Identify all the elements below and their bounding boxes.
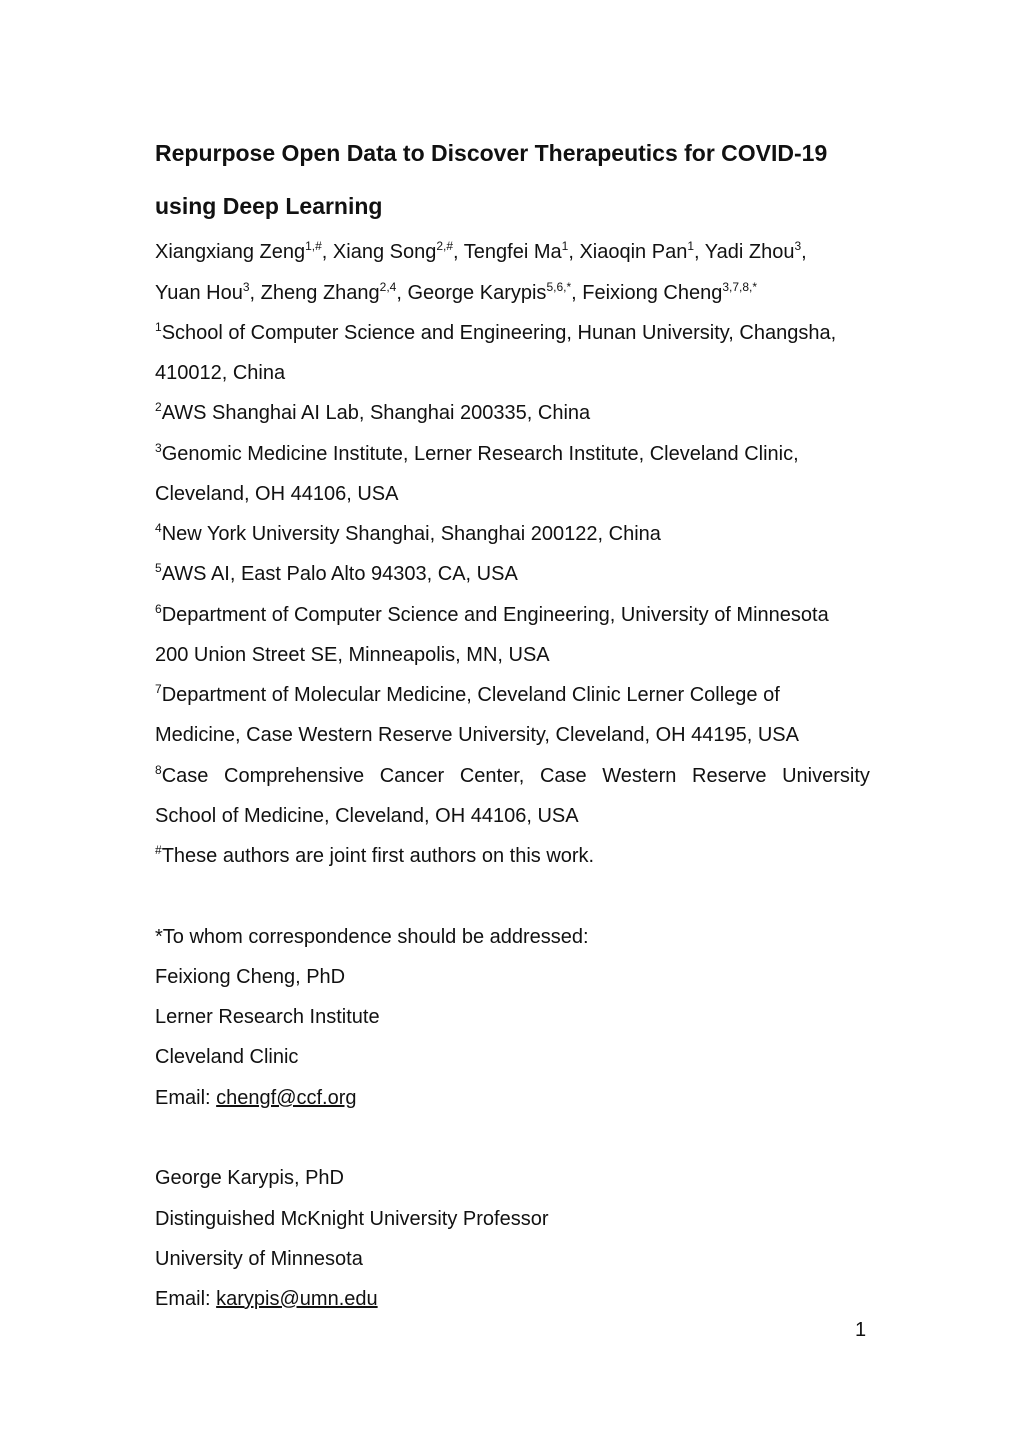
author-affil: 2,#	[436, 239, 454, 253]
contact-2-email-line	[155, 1287, 378, 1311]
author-affil: 2,4	[379, 280, 397, 294]
contact-1-email-link[interactable]: chengf@ccf.org	[216, 1087, 357, 1109]
affiliation-number: 2	[155, 400, 162, 414]
email-label: Email:	[155, 1087, 211, 1109]
author-affil: 3,7,8,*	[722, 280, 758, 294]
author-affil: 1,#	[305, 239, 322, 253]
affiliation-3	[155, 442, 799, 466]
affiliation-text: Department of Molecular Medicine, Cleveland Clinic Lerner College of	[161, 684, 780, 706]
affiliation-word: Case	[539, 765, 587, 787]
affiliation-6	[155, 603, 829, 627]
contact-2-title: Distinguished McKnight University Professor	[155, 1208, 549, 1230]
affiliation-number: 1	[155, 320, 162, 334]
affiliation-number: 5	[155, 561, 162, 575]
contact-1-name: Feixiong Cheng, PhD	[155, 966, 346, 988]
author-name: Yadi Zhou	[704, 241, 795, 263]
joint-note-text: These authors are joint first authors on this work.	[161, 845, 595, 867]
affiliation-number: 7	[155, 682, 162, 696]
affiliation-3-cont: Cleveland, OH 44106, USA	[155, 483, 399, 505]
affiliation-1	[155, 321, 836, 345]
author-affil: 5,6,*	[546, 280, 572, 294]
paper-title-line-1: Repurpose Open Data to Discover Therapeutics for COVID-19	[155, 140, 828, 166]
author-affil: 1	[561, 239, 569, 253]
affiliation-text: AWS Shanghai AI Lab, Shanghai 200335, China	[161, 402, 591, 424]
author-list-line-1: Xiangxiang Zeng$^{1,\#}$, Xiang Song$^{2,\#}$, Tengfei Ma$^1$, Xiaoqin Pan$^1$, Yadi Zhou$^3$,	[155, 239, 807, 263]
author-name: Feixiong Cheng	[582, 282, 723, 304]
affiliation-word: Comprehensive	[224, 765, 365, 787]
affiliation-4	[155, 522, 661, 546]
affiliation-text: Genomic Medicine Institute, Lerner Research Institute, Cleveland Clinic,	[161, 443, 799, 465]
affiliation-1-cont: 410012, China	[155, 362, 286, 384]
affiliation-number: 4	[155, 521, 162, 535]
author-name: Zheng Zhang	[260, 282, 380, 304]
author-affil: 3	[794, 239, 802, 253]
joint-author-note	[155, 844, 594, 868]
affiliation-word	[155, 764, 208, 788]
affiliation-text: AWS AI, East Palo Alto 94303, CA, USA	[161, 563, 518, 585]
affiliation-number: 8	[155, 763, 162, 777]
author-name: Tengfei Ma	[463, 241, 562, 263]
author-name: Yuan Hou	[155, 282, 243, 304]
affiliation-5	[155, 562, 518, 586]
affiliation-2	[155, 401, 590, 425]
author-name: Xiaoqin Pan	[579, 241, 688, 263]
affiliation-word: Western	[602, 765, 677, 787]
contact-1-org: Cleveland Clinic	[155, 1046, 299, 1068]
contact-1-email-line	[155, 1086, 357, 1110]
affiliation-7-cont: Medicine, Case Western Reserve University, Cleveland, OH 44195, USA	[155, 724, 799, 746]
affiliation-text: Case	[161, 765, 209, 787]
affiliation-8-cont: School of Medicine, Cleveland, OH 44106, USA	[155, 805, 579, 827]
affiliation-text: Department of Computer Science and Engineering, University of Minnesota	[161, 604, 829, 626]
contact-2-email-link[interactable]: karypis@umn.edu	[216, 1288, 378, 1310]
contact-1-institute: Lerner Research Institute	[155, 1006, 380, 1028]
affiliation-word: University	[782, 765, 870, 787]
author-name: Xiang Song	[332, 241, 437, 263]
author-list-line-2: Yuan Hou$^3$, Zheng Zhang$^{2,4}$, George Karypis$^{5,6,*}$, Feixiong Cheng$^{3,7,8,*}$	[155, 280, 758, 304]
affiliation-word: Cancer	[379, 765, 445, 787]
contact-2-org: University of Minnesota	[155, 1248, 363, 1270]
author-name: George Karypis	[407, 282, 547, 304]
page-number: 1	[855, 1319, 867, 1341]
affiliation-number: 6	[155, 602, 162, 616]
affiliation-number: 3	[155, 441, 162, 455]
contact-2-name: George Karypis, PhD	[155, 1167, 344, 1189]
affiliation-text: New York University Shanghai, Shanghai 200122, China	[161, 523, 661, 545]
paper-title-line-2: using Deep Learning	[155, 193, 383, 219]
author-affil: 1	[687, 239, 695, 253]
affiliation-7	[155, 683, 780, 707]
joint-note-symbol: #	[155, 843, 162, 857]
affiliation-6-cont: 200 Union Street SE, Minneapolis, MN, USA	[155, 644, 550, 666]
author-name: Xiangxiang Zeng	[155, 241, 306, 263]
affiliation-word: Reserve	[692, 765, 767, 787]
affiliation-text: School of Computer Science and Engineering, Hunan University, Changsha,	[161, 322, 837, 344]
affiliation-word: Center,	[459, 765, 525, 787]
affiliation-8	[155, 764, 870, 788]
email-label: Email:	[155, 1288, 211, 1310]
correspondence-heading: *To whom correspondence should be addressed:	[155, 926, 589, 948]
author-affil: 3	[242, 280, 250, 294]
